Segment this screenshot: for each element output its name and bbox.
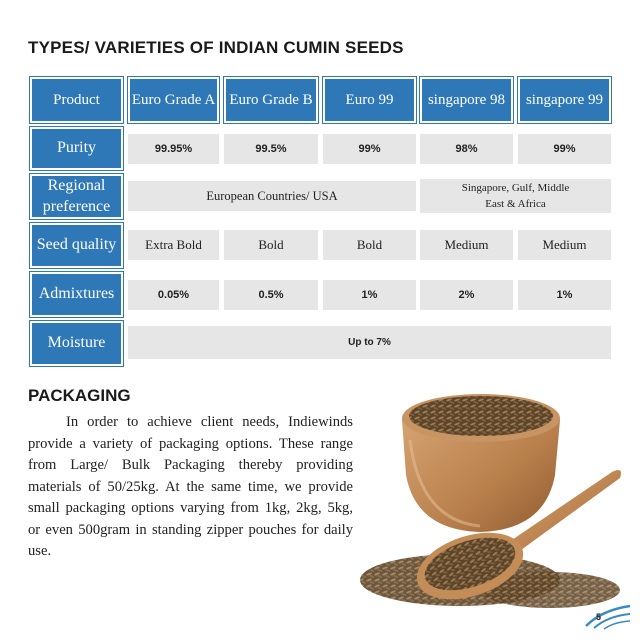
seed-euro-99: Bold [323,230,416,260]
row-header-seed-quality: Seed quality [30,223,123,268]
admix-euro-a: 0.05% [128,280,219,310]
admix-singapore-99: 1% [518,280,611,310]
packaging-paragraph: In order to achieve client needs, Indiewinds provide a variety of packaging options. These range from Large/ Bulk Packaging thereby providing materials of 50/25kg. At the same time, we provide small packaging options varying from 1kg, 2kg, 5kg, or even 500gram in standing zipper pouches for daily use. [28,414,353,559]
packaging-heading: PACKAGING [28,386,131,405]
row-header-admixtures: Admixtures [30,272,123,317]
row-header-moisture: Moisture [30,321,123,366]
seed-euro-a: Extra Bold [128,230,219,260]
regional-europe-usa: European Countries/ USA [128,181,416,211]
admix-euro-99: 1% [323,280,416,310]
regional-singapore-gulf: Singapore, Gulf, Middle East & Africa [420,179,611,213]
column-header-singapore-98: singapore 98 [420,77,513,123]
row-header-purity: Purity [30,127,123,170]
admix-singapore-98: 2% [420,280,513,310]
page-title: TYPES/ VARIETIES OF INDIAN CUMIN SEEDS [28,38,404,57]
column-header-singapore-99: singapore 99 [518,77,611,123]
brand-wave-logo-icon [584,600,632,630]
table-corner-product: Product [30,77,123,123]
seed-singapore-98: Medium [420,230,513,260]
seed-euro-b: Bold [224,230,318,260]
column-header-euro-a: Euro Grade A [128,77,219,123]
purity-euro-99: 99% [323,134,416,164]
purity-euro-a: 99.95% [128,134,219,164]
moisture-value: Up to 7% [128,326,611,359]
column-header-euro-b: Euro Grade B [224,77,318,123]
purity-singapore-99: 99% [518,134,611,164]
purity-singapore-98: 98% [420,134,513,164]
admix-euro-b: 0.5% [224,280,318,310]
page-number: 5 [596,612,602,622]
cumin-bowl-spoon-image [350,380,640,620]
column-header-euro-99: Euro 99 [323,77,416,123]
row-header-regional-preference: Regional preference [30,174,123,219]
purity-euro-b: 99.5% [224,134,318,164]
seed-singapore-99: Medium [518,230,611,260]
